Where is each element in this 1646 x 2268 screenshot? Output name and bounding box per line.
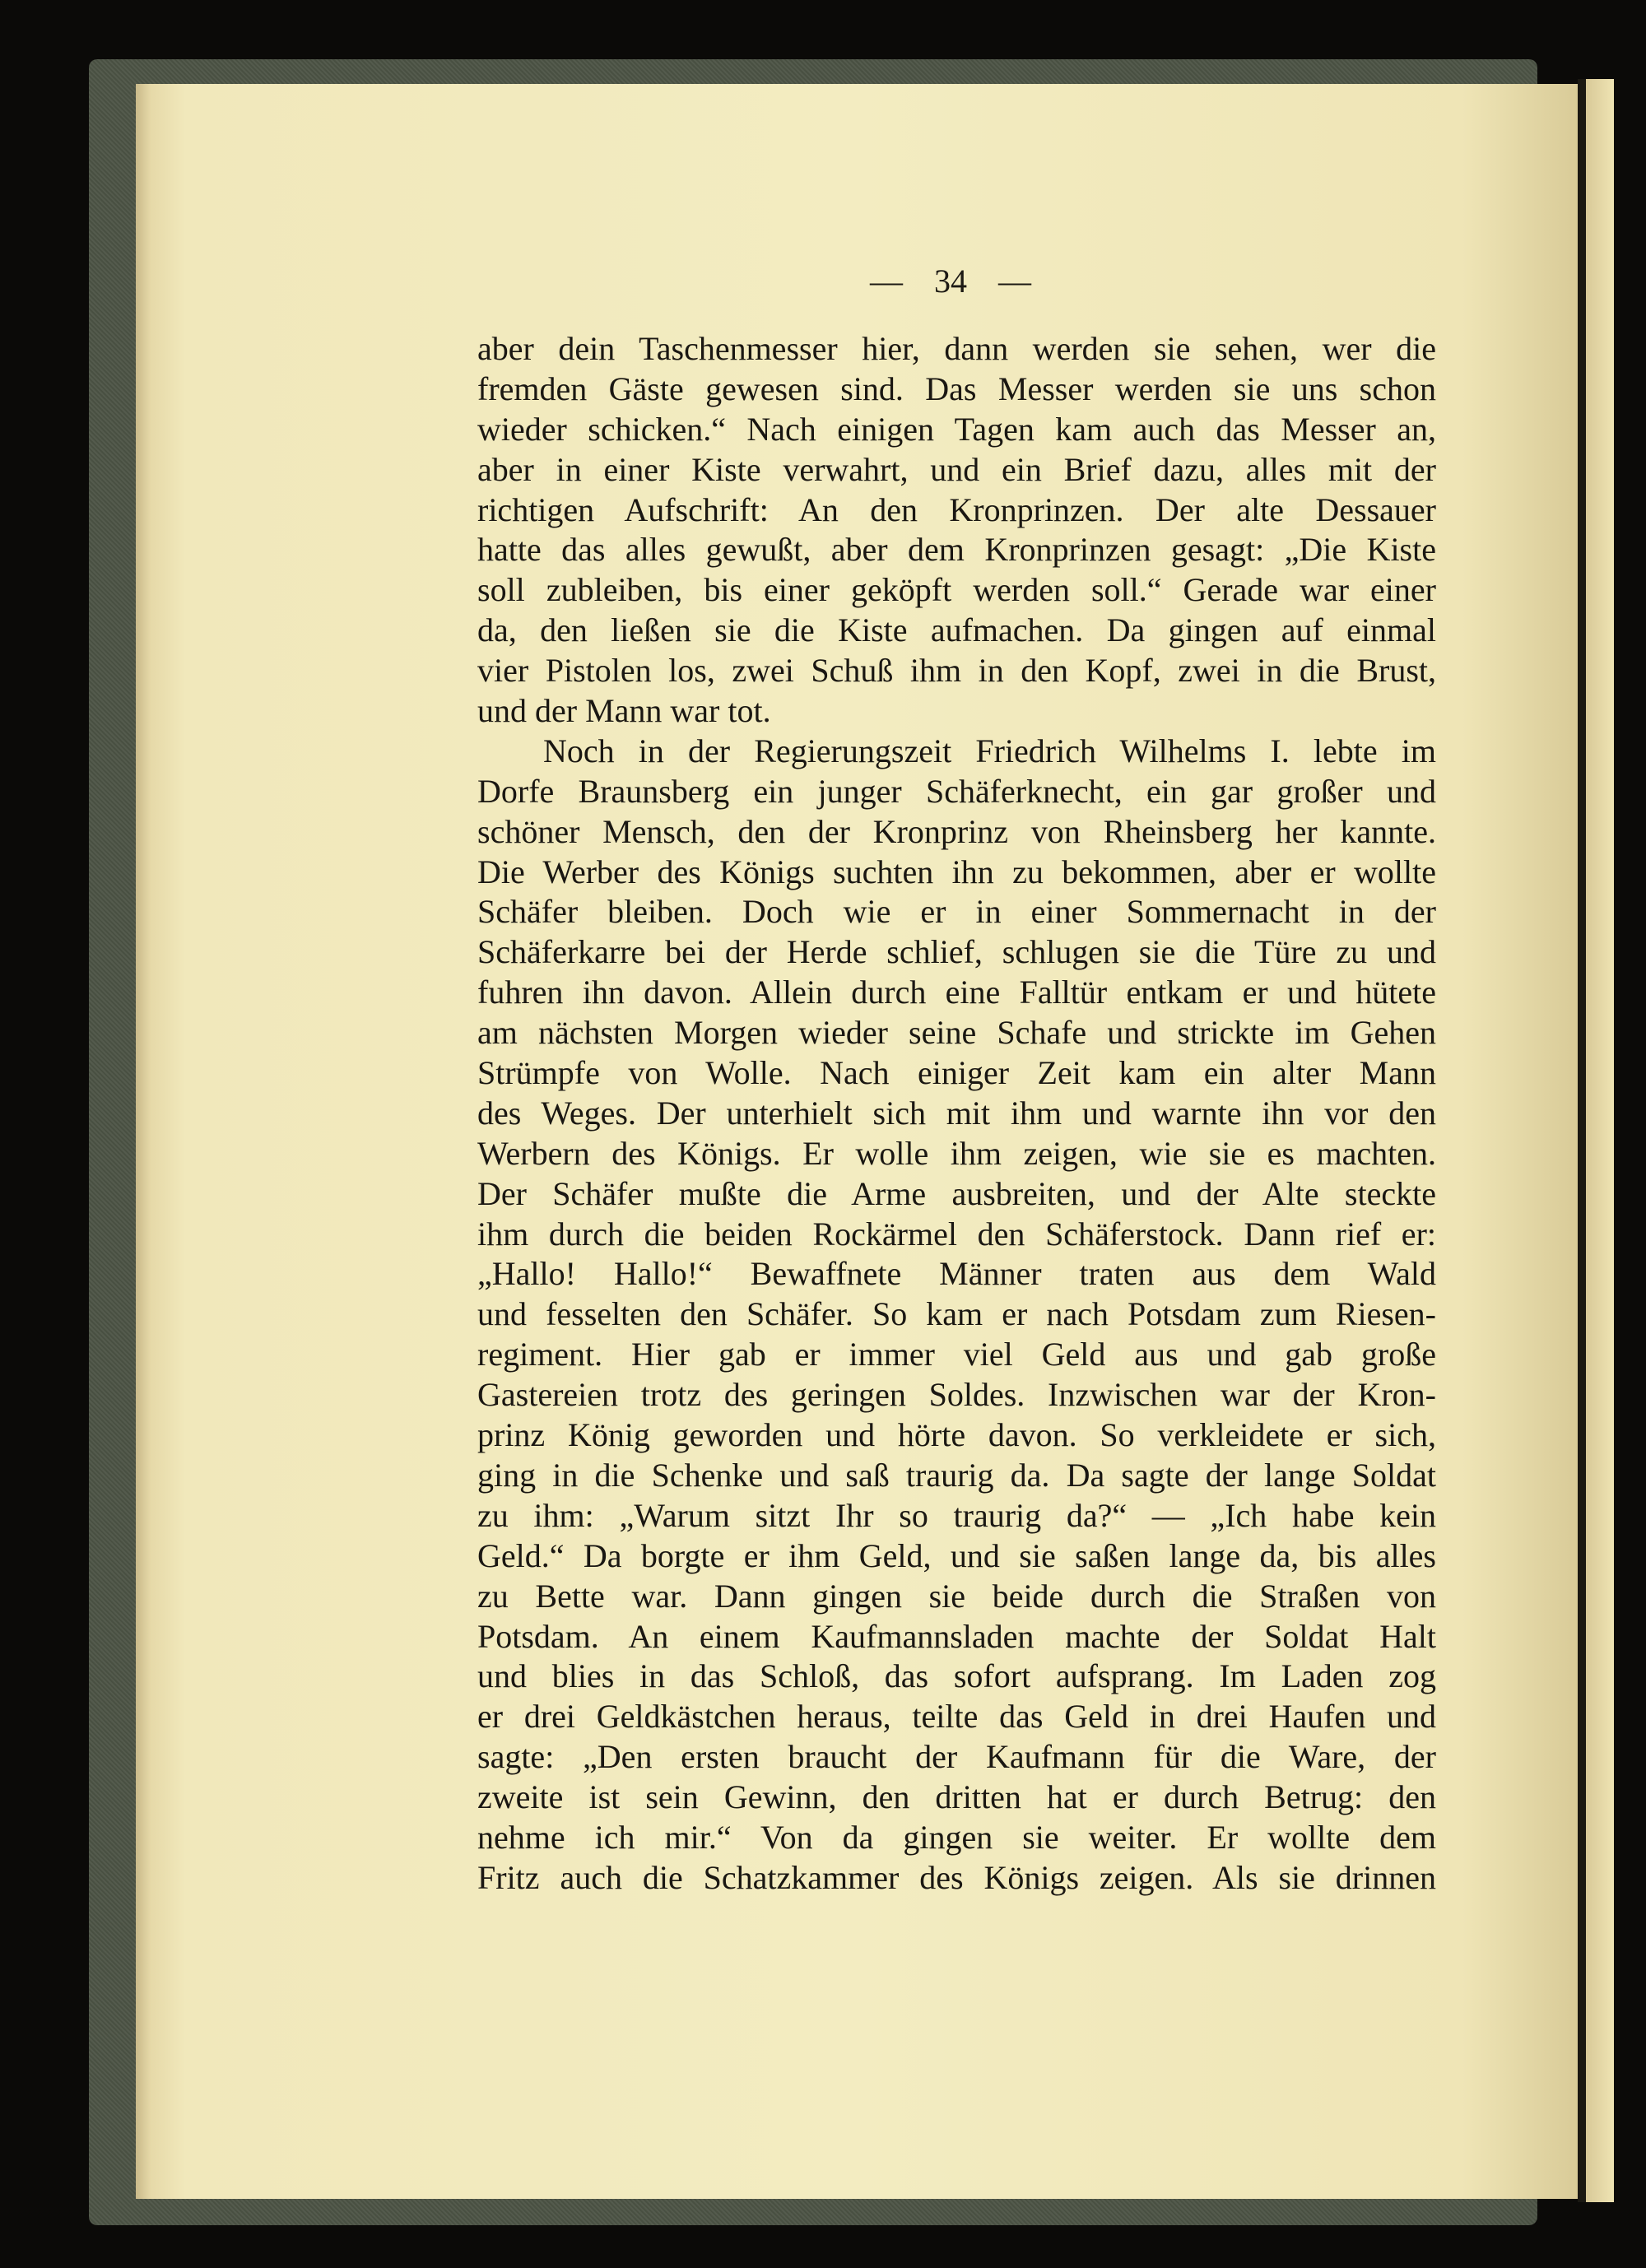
text-line: wieder schicken.“ Nach einigen Tagen kam auch das Messer an, <box>477 410 1436 448</box>
text-line: und fesselten den Schäfer. So kam er nach Potsdam zum Riesen- <box>477 1295 1436 1333</box>
body-text <box>477 329 1436 1899</box>
text-line: Strümpfe von Wolle. Nach einiger Zeit kam ein alter Mann <box>477 1054 1436 1092</box>
text-line: Schäfer bleiben. Doch wie er in einer Sommernacht in der <box>477 893 1436 931</box>
text-line: „Hallo! Hallo!“ Bewaffnete Männer traten aus dem Wald <box>477 1255 1436 1293</box>
text-line: fuhren ihn davon. Allein durch eine Falltür entkam er und hütete <box>477 974 1436 1011</box>
text-line: zu Bette war. Dann gingen sie beide durch die Straßen von <box>477 1577 1436 1615</box>
text-line: Gastereien trotz des geringen Soldes. Inzwischen war der Kron- <box>477 1376 1436 1414</box>
text-line: Geld.“ Da borgte er ihm Geld, und sie saßen lange da, bis alles <box>477 1536 1436 1574</box>
text-line: aber dein Taschenmesser hier, dann werden sie sehen, wer die <box>477 330 1436 367</box>
page-number-header <box>0 262 1646 300</box>
text-line: richtigen Aufschrift: An den Kronprinzen. Der alte Dessauer <box>477 490 1436 528</box>
text-line: ihm durch die beiden Rockärmel den Schäferstock. Dann rief er: <box>477 1215 1436 1253</box>
text-line: fremden Gäste gewesen sind. Das Messer werden sie uns schon <box>477 369 1436 407</box>
text-line: Noch in der Regierungszeit Friedrich Wilhelms I. lebte im <box>543 732 1436 769</box>
text-line: Fritz auch die Schatzkammer des Königs zeigen. Als sie drinnen <box>477 1858 1436 1896</box>
text-line: ging in die Schenke und saß traurig da. Da sagte der lange Soldat <box>477 1456 1436 1494</box>
text-line: Der Schäfer mußte die Arme ausbreiten, und der Alte steckte <box>477 1174 1436 1212</box>
text-line: zu ihm: „Warum sitzt Ihr so traurig da?“ — „Ich habe kein <box>477 1496 1436 1534</box>
text-line: und der Mann war tot. <box>477 692 771 730</box>
text-line: da, den ließen sie die Kiste aufmachen. Da gingen auf einmal <box>477 611 1436 649</box>
page-number: 34 <box>934 263 967 300</box>
text-line: am nächsten Morgen wieder seine Schafe und strickte im Gehen <box>477 1014 1436 1052</box>
text-line: Werbern des Königs. Er wolle ihm zeigen, wie sie es machten. <box>477 1134 1436 1172</box>
text-line: des Weges. Der unterhielt sich mit ihm und warnte ihn vor den <box>477 1094 1436 1132</box>
text-line: Schäferkarre bei der Herde schlief, schlugen sie die Türe zu und <box>477 933 1436 971</box>
text-line: soll zubleiben, bis einer geköpft werden soll.“ Gerade war einer <box>477 571 1436 609</box>
text-line: sagte: „Den ersten braucht der Kaufmann für die Ware, der <box>477 1738 1436 1776</box>
text-line: nehme ich mir.“ Von da gingen sie weiter. Er wollte dem <box>477 1818 1436 1856</box>
text-line: er drei Geldkästchen heraus, teilte das Geld in drei Haufen und <box>477 1698 1436 1736</box>
text-line: Dorfe Braunsberg ein junger Schäferknecht, ein gar großer und <box>477 772 1436 810</box>
text-line: Potsdam. An einem Kaufmannsladen machte der Soldat Halt <box>477 1617 1436 1655</box>
text-line: schöner Mensch, den der Kronprinz von Rheinsberg her kannte. <box>477 812 1436 850</box>
text-line: Die Werber des Königs suchten ihn zu bekommen, aber er wollte <box>477 853 1436 890</box>
text-line: aber in einer Kiste verwahrt, und ein Brief dazu, alles mit der <box>477 450 1436 488</box>
text-line: hatte das alles gewußt, aber dem Kronprinzen gesagt: „Die Kiste <box>477 531 1436 569</box>
text-line: zweite ist sein Gewinn, den dritten hat er durch Betrug: den <box>477 1778 1436 1816</box>
page-number-dash-right: — <box>998 263 1031 300</box>
page-number-dash-left: — <box>870 263 903 300</box>
page-gutter <box>1578 79 1586 2202</box>
text-line: regiment. Hier gab er immer viel Geld aus und gab große <box>477 1336 1436 1373</box>
text-line: vier Pistolen los, zwei Schuß ihm in den Kopf, zwei in die Brust, <box>477 652 1436 690</box>
next-page-edge <box>1586 79 1614 2202</box>
text-line: prinz König geworden und hörte davon. So verkleidete er sich, <box>477 1416 1436 1454</box>
text-line: und blies in das Schloß, das sofort aufsprang. Im Laden zog <box>477 1657 1436 1695</box>
